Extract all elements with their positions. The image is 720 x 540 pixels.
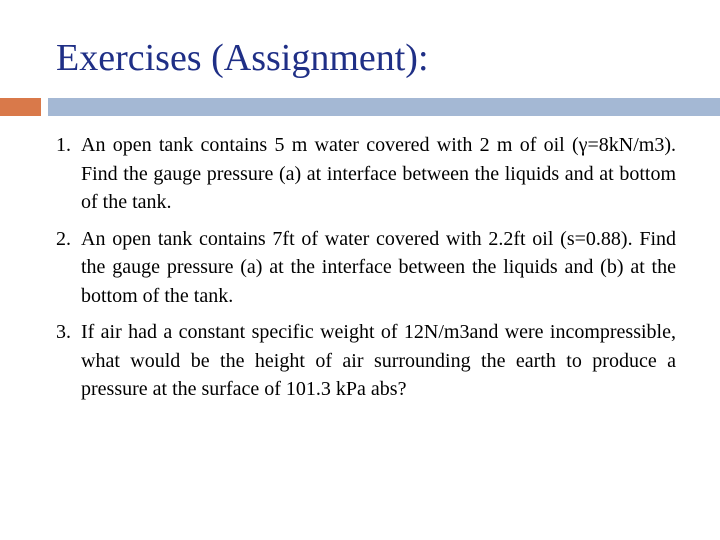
blue-divider-bar xyxy=(48,98,720,116)
exercise-item xyxy=(56,318,676,404)
exercise-text: An open tank contains 7ft of water covered with 2.2ft oil (s=0.88). Find the gauge pressure (a) at the interface between the liquids and (b) at the bottom of the tank. xyxy=(81,227,676,307)
exercise-item xyxy=(56,131,676,217)
exercise-list xyxy=(56,131,676,412)
exercise-number: 3. xyxy=(56,321,71,343)
exercise-item xyxy=(56,225,676,311)
exercise-number: 2. xyxy=(56,227,71,250)
exercise-text: An open tank contains 5 m water covered with 2 m of oil (γ=8kN/m3). Find the gauge pressure (a) at interface between the liquids and at bottom of the tank. xyxy=(81,134,676,213)
slide-title: Exercises (Assignment): xyxy=(56,37,429,79)
orange-accent-bar xyxy=(0,98,41,116)
exercise-number: 1. xyxy=(56,134,71,156)
exercise-text: If air had a constant specific weight of 12N/m3and were incompressible, what would be the height of air surrounding the earth to produce a pressure at the surface of 101.3 kPa abs? xyxy=(81,321,676,400)
